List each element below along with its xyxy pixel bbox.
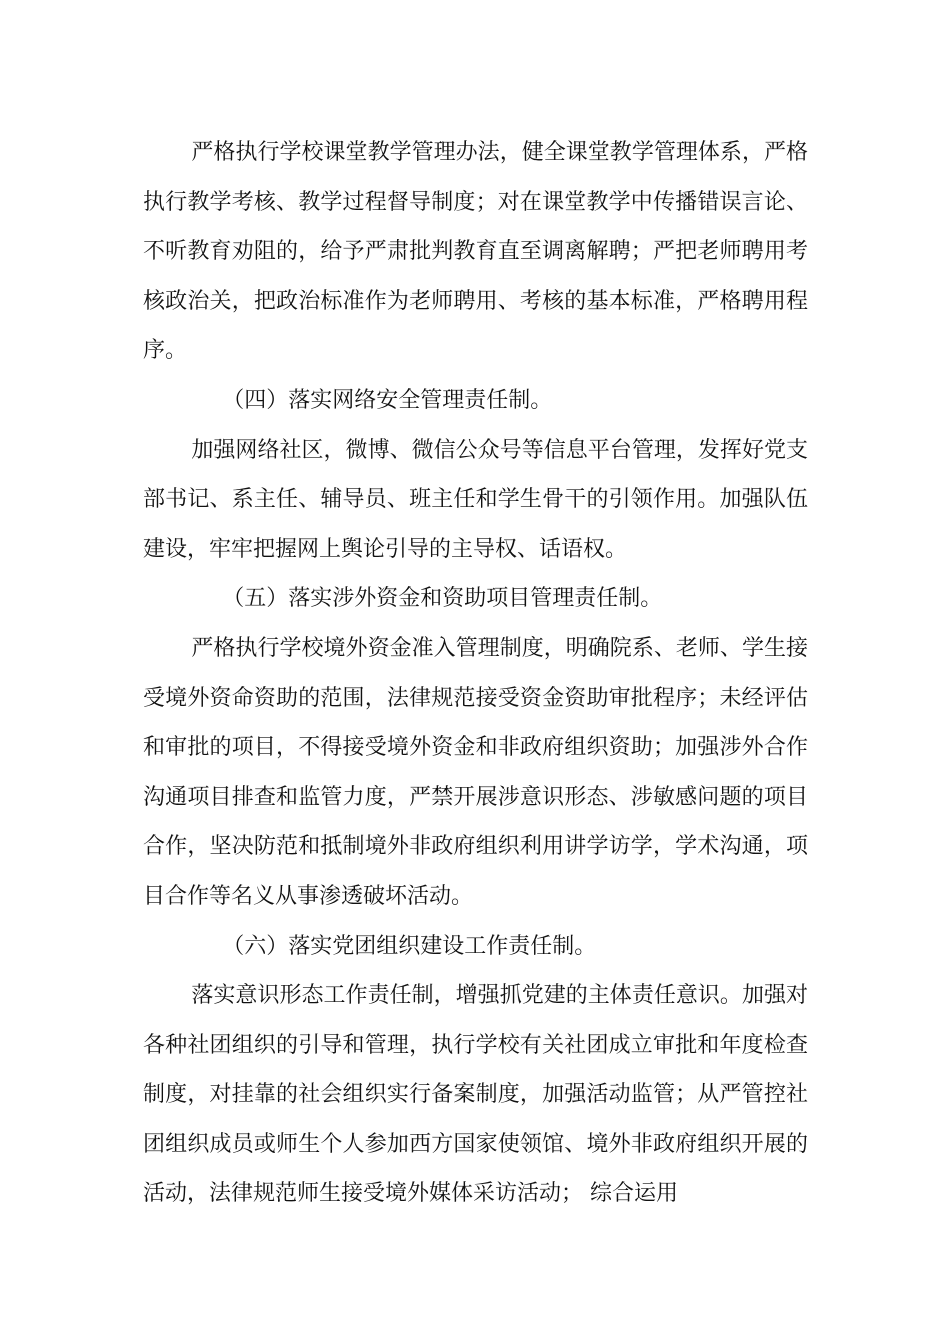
document-body <box>143 128 808 1219</box>
paragraph-party-organization: 落实意识形态工作责任制，增强抓党建的主体责任意识。加强对各种社团组织的引导和管理，执行学校有关社团成立审批和年度检查制度，对挂靠的社会组织实行备案制度，加强活动监管；从严管控社团组织成员或师生个人参加西方国家使领馆、境外非政府组织开展的活动，法律规范师生接受境外媒体采访活动； 综合运用 <box>143 983 808 1207</box>
paragraph-network-security: 加强网络社区，微博、微信公众号等信息平台管理，发挥好党支部书记、系主任、辅导员、班主任和学生骨干的引领作用。加强队伍建设，牢牢把握网上舆论引导的主导权、话语权。 <box>143 437 808 562</box>
section-heading-network-security: （四）落实网络安全管理责任制。 <box>222 387 553 413</box>
paragraph-foreign-funding: 严格执行学校境外资金准入管理制度，明确院系、老师、学生接受境外资命资助的范围，法律规范接受资金资助审批程序；未经评估和审批的项目，不得接受境外资金和非政府组织资助；加强涉外合作沟通项目排查和监管力度，严禁开展涉意识形态、涉敏感问题的项目合作，坚决防范和抵制境外非政府组织利用讲学访学，学术沟通，项目合作等名义从事渗透破坏活动。 <box>143 635 808 909</box>
section-heading-foreign-funding: （五）落实涉外资金和资助项目管理责任制。 <box>222 586 663 612</box>
paragraph-course-management: 严格执行学校课堂教学管理办法，健全课堂教学管理体系，严格执行教学考核、教学过程督导制度；对在课堂教学中传播错误言论、不听教育劝阻的，给予严肃批判教育直至调离解聘；严把老师聘用考核政治关，把政治标准作为老师聘用、考核的基本标准，严格聘用程序。 <box>143 140 808 364</box>
section-heading-party-organization: （六）落实党团组织建设工作责任制。 <box>222 933 597 959</box>
